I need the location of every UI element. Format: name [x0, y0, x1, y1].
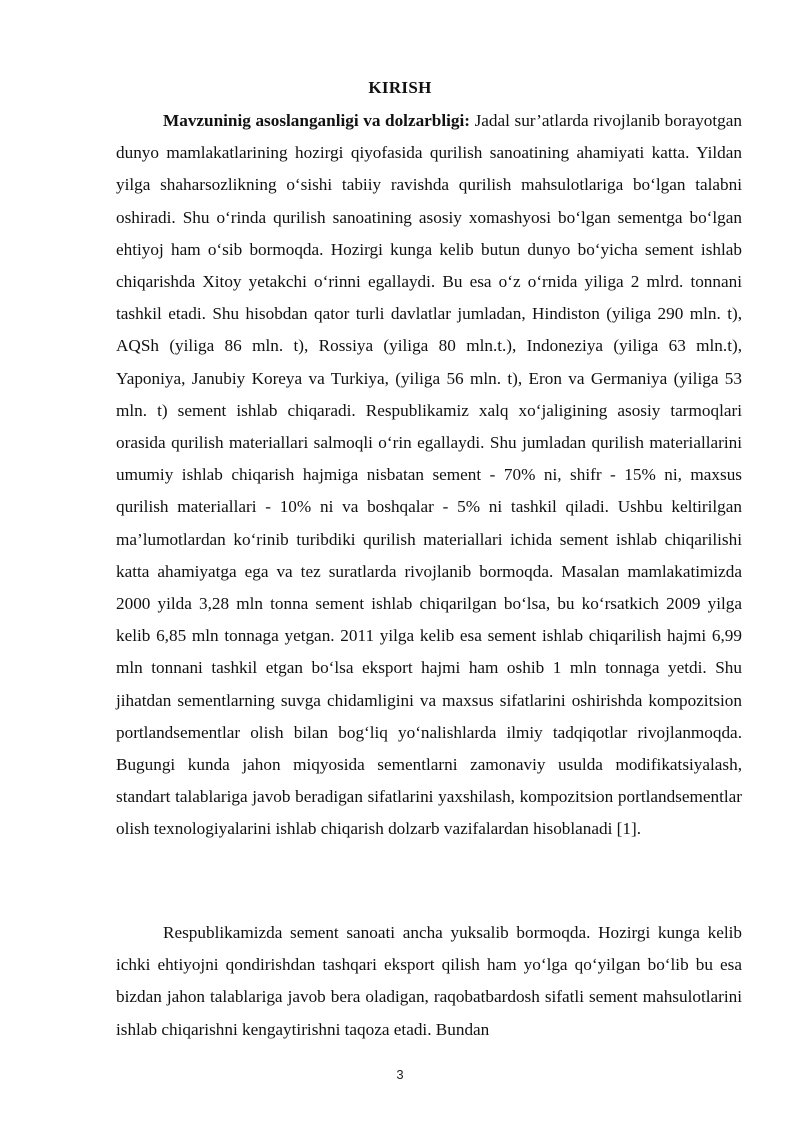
paragraph-text: Jadal sur’atlarda rivojlanib borayotgan dunyo mamlakatlarining hozirgi qiyofasida qurilish sanoatining ahamiyati katta. Yildan yilga shaharsozlikning o‘sishi tabiiy ravishda qurilish mahsulotlariga bo‘lgan talabni oshiradi. Shu o‘rinda qurilish sanoatining asosiy xomashyosi bo‘lgan sementga bo‘lgan ehtiyoj ham o‘sib bormoqda. Hozirgi kunga kelib butun dunyo bo‘yicha sement ishlab chiqarishda Xitoy yetakchi o‘rinni egallaydi. Bu esa o‘z o‘rnida yiliga 2 mlrd. tonnani tashkil etadi. Shu hisobdan qator turli davlatlar jumladan, Hindiston (yiliga 290 mln. t), AQSh (yiliga 86 mln. t), Rossiya (yiliga 80 mln.t.), Indoneziya (yiliga 63 mln.t), Yaponiya, Janubiy Koreya va Turkiya, (yiliga 56 mln. t), Eron va Germaniya (yiliga 53 mln. t) sement ishlab chiqaradi. Respublikamiz xalq xo‘jaligining asosiy tarmoqlari orasida qurilish materiallari salmoqli o‘rin egallaydi. Shu jumladan qurilish materiallarini umumiy ishlab chiqarish hajmiga nisbatan sement - 70% ni, shifr - 15% ni, maxsus qurilish materiallari - 10% ni va boshqalar - 5% ni tashkil qiladi. Ushbu keltirilgan ma’lumotlardan ko‘rinib turibdiki qurilish materiallari ichida sement ishlab chiqarilishi katta ahamiyatga ega va tez suratlarda rivojlanib bormoqda. Masalan mamlakatimizda 2000 yilda 3,28 mln tonna sement ishlab chiqarilgan bo‘lsa, bu ko‘rsatkich 2009 yilga kelib 6,85 mln tonnaga yetgan. 2011 yilga kelib esa sement ishlab chiqarilish hajmi 6,99 mln tonnani tashkil etgan bo‘lsa eksport hajmi ham oshib 1 mln tonnaga yetdi. Shu jihatdan sementlarning suvga chidamligini va maxsus sifatlarini oshirishda kompozitsion portlandsementlar olish bilan bog‘liq yo‘nalishlarda ilmiy tadqiqotlar rivojlanmoqda. Bugungi kunda jahon miqyosida sementlarni zamonaviy usulda modifikatsiyalash, standart talablariga javob beradigan sifatlarini yaxshilash, kompozitsion portlandsementlar olish texnologiyalarini ishlab chiqarish dolzarb vazifalardan hisoblanadi [1]. [116, 111, 742, 839]
paragraph-1 [116, 105, 742, 846]
page-number: 3 [396, 1067, 404, 1082]
paragraph-text: Respublikamizda sement sanoati ancha yuksalib bormoqda. Hozirgi kunga kelib ichki ehtiyojni qondirishdan tashqari eksport qilish ham yo‘lga qo‘yilgan bo‘lib bu esa bizdan jahon talablariga javob bera oladigan, raqobatbardosh sifatli sement mahsulotlarini ishlab chiqarishni kengaytirishni taqoza etadi. Bundan [116, 923, 742, 1039]
paragraph-2 [116, 917, 742, 1046]
section-title: KIRISH [368, 78, 432, 97]
paragraph-lead: Mavzuninig asoslanganligi va dolzarbligi: [163, 111, 470, 130]
